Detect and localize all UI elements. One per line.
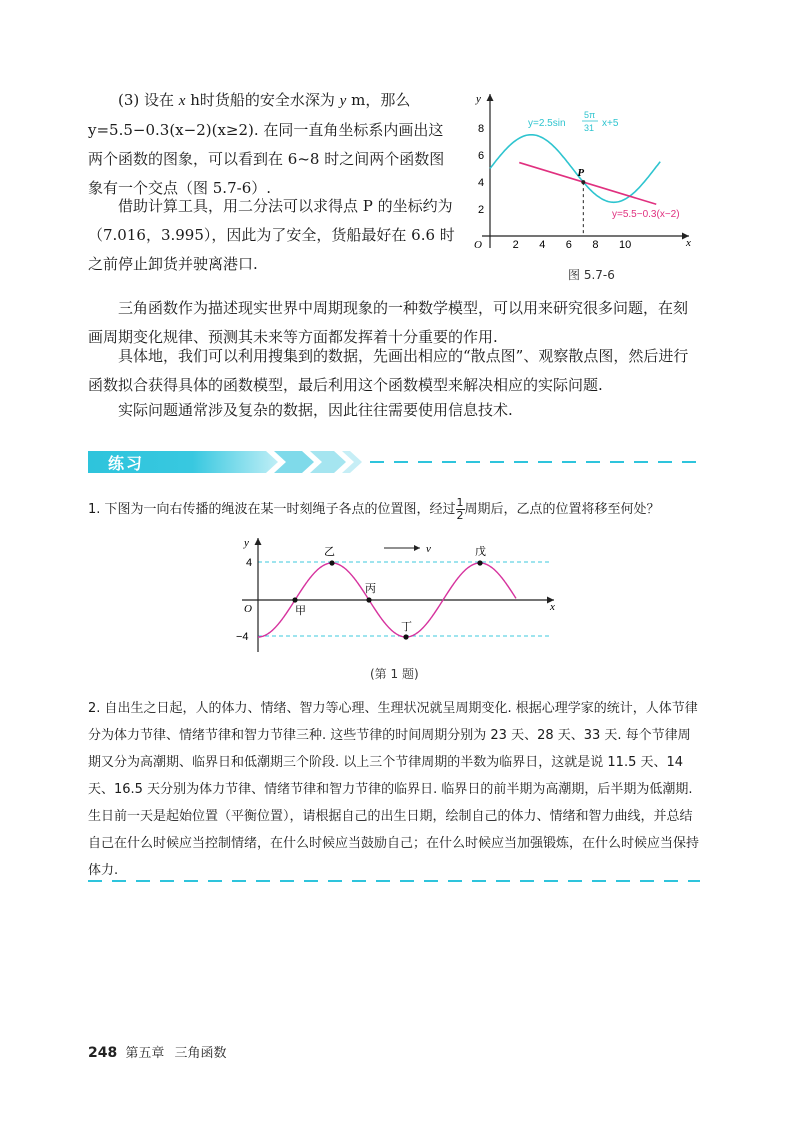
paragraph-bisection: 借助计算工具，用二分法可以求得点 P 的坐标约为（7.016，3.995），因此为了安全，货船最好在 6.6 时之前停止卸货并驶离港口. [88, 197, 455, 273]
fig2-origin: O [244, 603, 252, 615]
rope-point [477, 560, 482, 565]
page-footer [88, 1042, 227, 1061]
fig1-x-tick: 6 [565, 239, 572, 251]
paragraph-info-tech: 实际问题通常涉及复杂的数据，因此往往需要使用信息技术. [118, 401, 513, 419]
rope-points [292, 544, 486, 640]
svg-text:x+5: x+5 [602, 118, 619, 129]
intersection-point [581, 180, 585, 184]
rope-point [366, 597, 371, 602]
line-label: y=5.5−0.3(x−2) [612, 209, 680, 220]
fig1-x-tick: 4 [539, 239, 546, 251]
svg-text:31: 31 [584, 123, 595, 133]
rope-point-label: 丙 [365, 582, 376, 595]
rope-point-label: 甲 [295, 604, 306, 617]
curve-label [528, 110, 619, 133]
fig2-axis-y-label: y [244, 537, 249, 549]
fig1-y-tick: 4 [478, 177, 485, 189]
rope-point-label: 乙 [324, 545, 335, 558]
fraction-half: $\frac{1}{2}$ [456, 496, 464, 522]
fig2-axis-x-label: x [550, 601, 555, 613]
question-2: 2. 自出生之日起，人的体力、情绪、智力等心理、生理状况就呈周期变化. 根据心理学家的统计，人体节律分为体力节律、情绪节律和智力节律三种. 这些节律的时间周期分别为 23 天、28 天、33 天. 每个节律周期又分为高潮期、临界日和低潮期三个阶段. 以上三个节律周期的半数为临界日，这就是说 11.5 天、14 天、16.5 天分别为体力节律、情绪节律和智力节律的临界日. 临界日的前半期为高潮期，后半期为低潮期. 生日前一天是起始位置（平衡位置），请根据自己的出生日期，绘制自己的体力、情绪和智力曲线，并总结自己在什么时候应当控制情绪，在什么时候应当鼓励自己；在什么时候应当加强锻炼，在什么时候应当保持体力. [88, 701, 700, 878]
fig1-x-tick: 2 [512, 239, 519, 251]
linear-line [519, 163, 656, 205]
svg-text:5π: 5π [584, 110, 596, 120]
fig2-y-bottom: −4 [236, 631, 249, 643]
rope-point [292, 597, 297, 602]
rope-point-label: 戊 [475, 545, 486, 558]
point-p-label: P [577, 167, 585, 180]
figure-question-1-caption: (第 1 题) [370, 667, 419, 681]
figure-5-7-6 [464, 88, 699, 258]
paragraph-specific: 具体地，我们可以利用搜集到的数据，先画出相应的“散点图”、观察散点图，然后进行函数拟合获得具体的函数模型，最后利用这个函数模型来解决相应的实际问题. [88, 347, 689, 394]
exercise-end-divider [88, 880, 700, 882]
paragraph-trig-model: 三角函数作为描述现实世界中周期现象的一种数学模型，可以用来研究很多问题，在刻画周期变化规律、预测其未来等方面都发挥着十分重要的作用. [88, 299, 689, 346]
fig1-y-ticks [478, 123, 484, 216]
fig1-axis-y-label: y [476, 93, 481, 105]
sine-curve [490, 135, 660, 203]
fig1-origin: O [474, 239, 482, 251]
fig1-y-tick: 6 [478, 150, 485, 162]
exercise-title: 练习 [108, 454, 145, 473]
rope-point [403, 634, 408, 639]
figure-question-1 [222, 534, 562, 659]
paragraph-3: (3) 设在 x h时货船的安全水深为 y m，那么y=5.5−0.3(x−2)(x≥2). 在同一直角坐标系内画出这两个函数的图象，可以看到在 6~8 时之间两个函数图象有一个交点（图 5.7-6）. [118, 86, 458, 203]
page-number: 248 [88, 1045, 118, 1061]
exercise-banner [88, 449, 700, 475]
figure-5-7-6-caption: 图 5.7-6 [568, 268, 615, 282]
fig2-y-top: 4 [246, 557, 253, 569]
fig1-y-tick: 8 [478, 123, 485, 135]
fig1-y-tick: 2 [478, 204, 485, 216]
fig1-x-tick: 10 [619, 239, 632, 251]
fig1-x-ticks [513, 239, 632, 251]
rope-point [329, 560, 334, 565]
fig1-x-tick: 8 [592, 239, 599, 251]
velocity-label: v [426, 543, 431, 555]
fig1-axis-x-label: x [686, 237, 691, 249]
chapter-title: 三角函数 [174, 1046, 227, 1061]
question-1: 1. 下图为一向右传播的绳波在某一时刻绳子各点的位置图，经过 $\frac{1}{2}$ 周期后，乙点的位置将移至何处？ [88, 496, 660, 522]
chapter-number: 第五章 [125, 1046, 165, 1061]
paragraph-3-body: y=5.5−0.3(x−2)(x≥2). 在同一直角坐标系内画出这两个函数的图象，可以看到在 6~8 时之间两个函数图象有一个交点（图 5.7-6）. [88, 121, 445, 197]
svg-text:y=2.5sin: y=2.5sin [528, 118, 566, 129]
rope-point-label: 丁 [401, 620, 412, 633]
